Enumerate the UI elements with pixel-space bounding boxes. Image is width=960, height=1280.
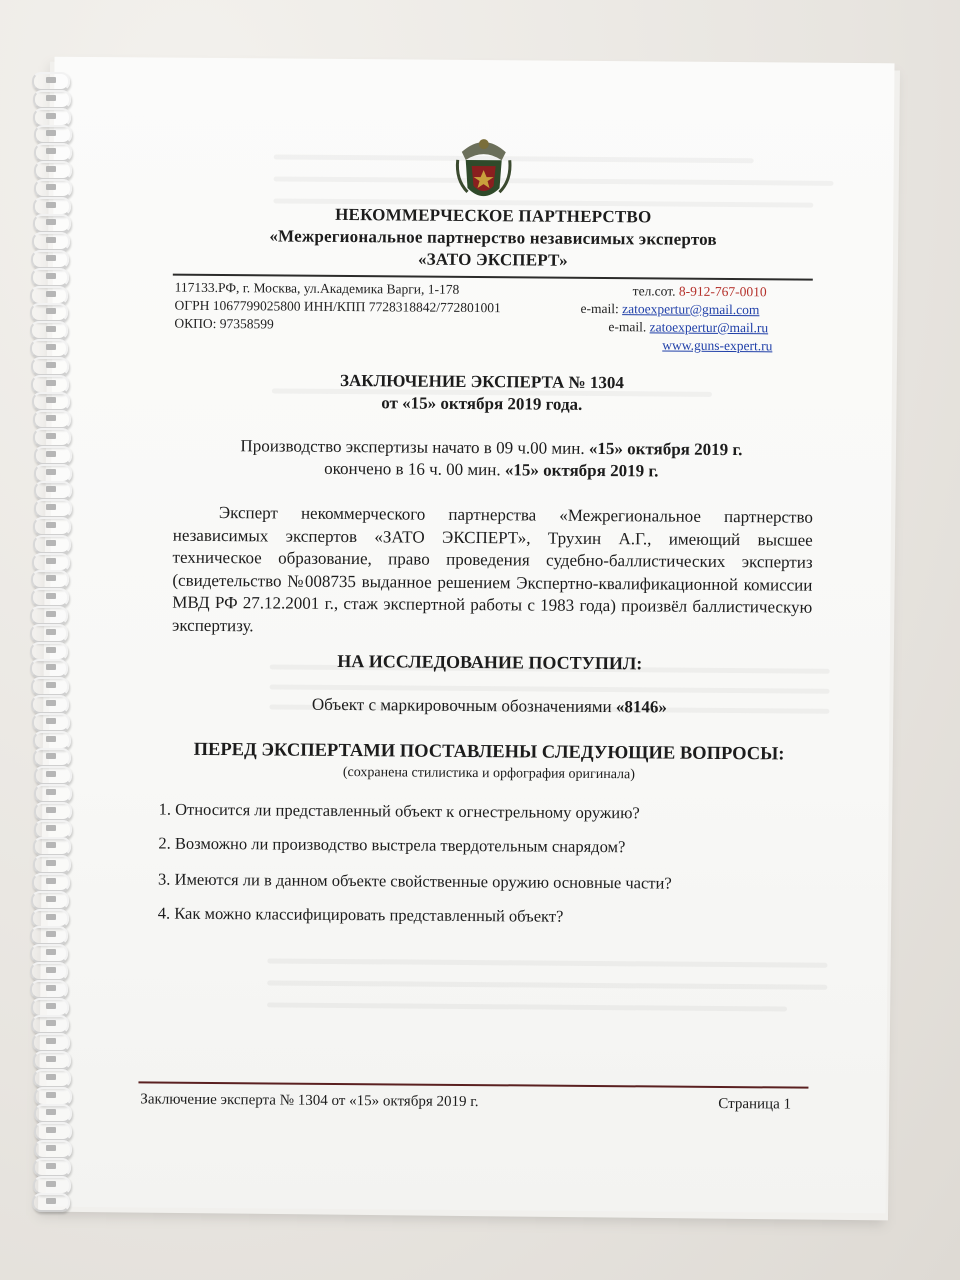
email1-label: e-mail: [580,300,619,317]
binding-ring [34,802,72,821]
binding-ring [33,517,71,536]
binding-ring [30,659,68,678]
binding-ring [34,161,72,180]
phone-row [633,283,767,300]
start-time-text: Производство экспертизы начато в 09 ч.00 мин. [240,436,585,458]
binding-ring [31,891,69,910]
expert-paragraph: Эксперт некоммерческого партнерства «Межрегиональное партнерство независимых экспертов «ЗАТО ЭКСПЕРТ», Трухин А.Г., имеющий высшее техническое образование, право проведения судебно-баллистических экспертиз (свидетельство №008735 выданное решением Экспертно-квалификационной комиссии МВД РФ 27.12.2001 г., стаж экспертной работы с 1983 года) произвёл баллистическую экспертизу. [171,503,814,635]
end-date: «15» октября 2019 г. [504,460,659,481]
emblem-icon [453,130,514,210]
binding-ring [33,1158,71,1177]
question-item: 3. Имеются ли в данном объекте свойственные оружию основные части? [157,869,672,893]
email2-label: e-mail. [608,319,647,335]
binding-ring [33,410,71,429]
binding-ring [31,998,69,1017]
email1-link[interactable]: zatoexpertur@gmail.com [622,301,760,318]
binding-ring [34,499,72,518]
binding-ring [31,1015,69,1034]
bleed-through-line [267,1002,787,1011]
received-object [149,693,829,718]
ogrn-inn: ОГРН 1067799025800 ИНН/КПП 7728318842/772801001 [174,297,501,316]
binding-ring [34,481,72,500]
address: 117133.РФ, г. Москва, ул.Академика Варги, 1-178 [174,279,460,297]
bleed-through-line [274,176,834,185]
binding-ring [30,286,68,305]
footer-rule [138,1081,808,1088]
binding-ring [33,90,71,109]
binding-ring [30,339,68,358]
start-time [151,435,831,460]
conclusion-title: ЗАКЛЮЧЕНИЕ ЭКСПЕРТА № 1304 [340,370,624,393]
email1-row [581,301,760,318]
questions-heading: ПЕРЕД ЭКСПЕРТАМИ ПОСТАВЛЕНЫ СЛЕДУЮЩИЕ ВОПРОСЫ: [193,739,785,765]
binding-ring [32,1193,70,1212]
binding-ring [34,820,72,839]
object-mark: «8146» [615,697,667,717]
website-link[interactable]: www.guns-expert.ru [662,337,773,354]
binding-ring [30,624,68,643]
conclusion-date: от «15» октября 2019 года. [381,393,583,414]
binding-ring [32,72,70,91]
binding-ring [30,944,68,963]
binding-ring [31,588,69,607]
binding-ring [33,837,71,856]
binding-ring [30,606,68,625]
binding-ring [31,909,69,928]
binding-ring [34,464,72,483]
received-heading: НА ИССЛЕДОВАНИЕ ПОСТУПИЛ: [337,650,643,674]
object-text: Объект с маркировочным обозначениями [311,694,612,717]
binding-ring [31,677,69,696]
end-time [151,457,831,482]
binding-ring [34,1140,72,1159]
page-number: Страница 1 [718,1095,792,1113]
binding-ring [32,873,70,892]
org-subtitle: «Межрегиональное партнерство независимых экспертов [269,226,717,249]
binding-ring [31,357,69,376]
binding-ring [33,428,71,447]
binding-ring [34,766,72,785]
email2-row [608,319,768,336]
binding-ring [30,962,68,981]
binding-ring [30,303,68,322]
end-time-text: окончено в 16 ч. 00 мин. [324,458,501,480]
binding-ring [30,321,68,340]
question-item: 2. Возможно ли производство выстрела твердотельным снарядом? [158,833,626,857]
binding-ring [33,1176,71,1195]
binding-ring [34,1087,72,1106]
binding-ring [31,695,69,714]
footer-title: Заключение эксперта № 1304 от «15» октября 2019 г. [140,1091,479,1111]
question-item: 4. Как можно классифицировать представленный объект? [157,903,564,926]
binding-ring [30,926,68,945]
comb-binding [30,60,80,1220]
binding-ring [33,535,71,554]
binding-ring [33,197,71,216]
start-date: «15» октября 2019 г. [588,438,743,460]
binding-ring [31,570,69,589]
binding-ring [34,1122,72,1141]
binding-ring [33,1051,71,1070]
binding-ring [30,642,68,661]
org-name: «ЗАТО ЭКСПЕРТ» [417,249,568,270]
document-page [45,57,894,1214]
binding-ring [33,731,71,750]
binding-ring [32,1033,70,1052]
email2-link[interactable]: zatoexpertur@mail.ru [649,319,769,336]
binding-ring [33,108,71,127]
binding-ring [34,446,72,465]
bleed-through-line [267,980,827,989]
binding-ring [32,232,70,251]
okpo: ОКПО: 97358599 [174,315,274,332]
binding-ring [32,553,70,572]
binding-ring [33,1069,71,1088]
binding-ring [33,855,71,874]
binding-ring [32,392,70,411]
bleed-through-line [270,684,830,693]
binding-ring [34,143,72,162]
binding-ring [34,125,72,144]
binding-ring [34,179,72,198]
binding-ring [31,250,69,269]
org-title: НЕКОММЕРЧЕСКОЕ ПАРТНЕРСТВО [335,204,652,227]
binding-ring [34,1104,72,1123]
question-item: 1. Относится ли представленный объект к огнестрельному оружию? [158,799,640,823]
binding-ring [31,375,69,394]
binding-ring [34,784,72,803]
binding-ring [31,268,69,287]
phone-label: тел.сот. [632,283,676,299]
binding-ring [33,214,71,233]
bleed-through-line [267,958,827,967]
phone-number: 8-912-767-0010 [678,283,767,300]
binding-ring [30,980,68,999]
questions-note: (сохранена стилистика и орфография оригинала) [342,765,635,783]
binding-ring [32,713,70,732]
binding-ring [33,748,71,767]
